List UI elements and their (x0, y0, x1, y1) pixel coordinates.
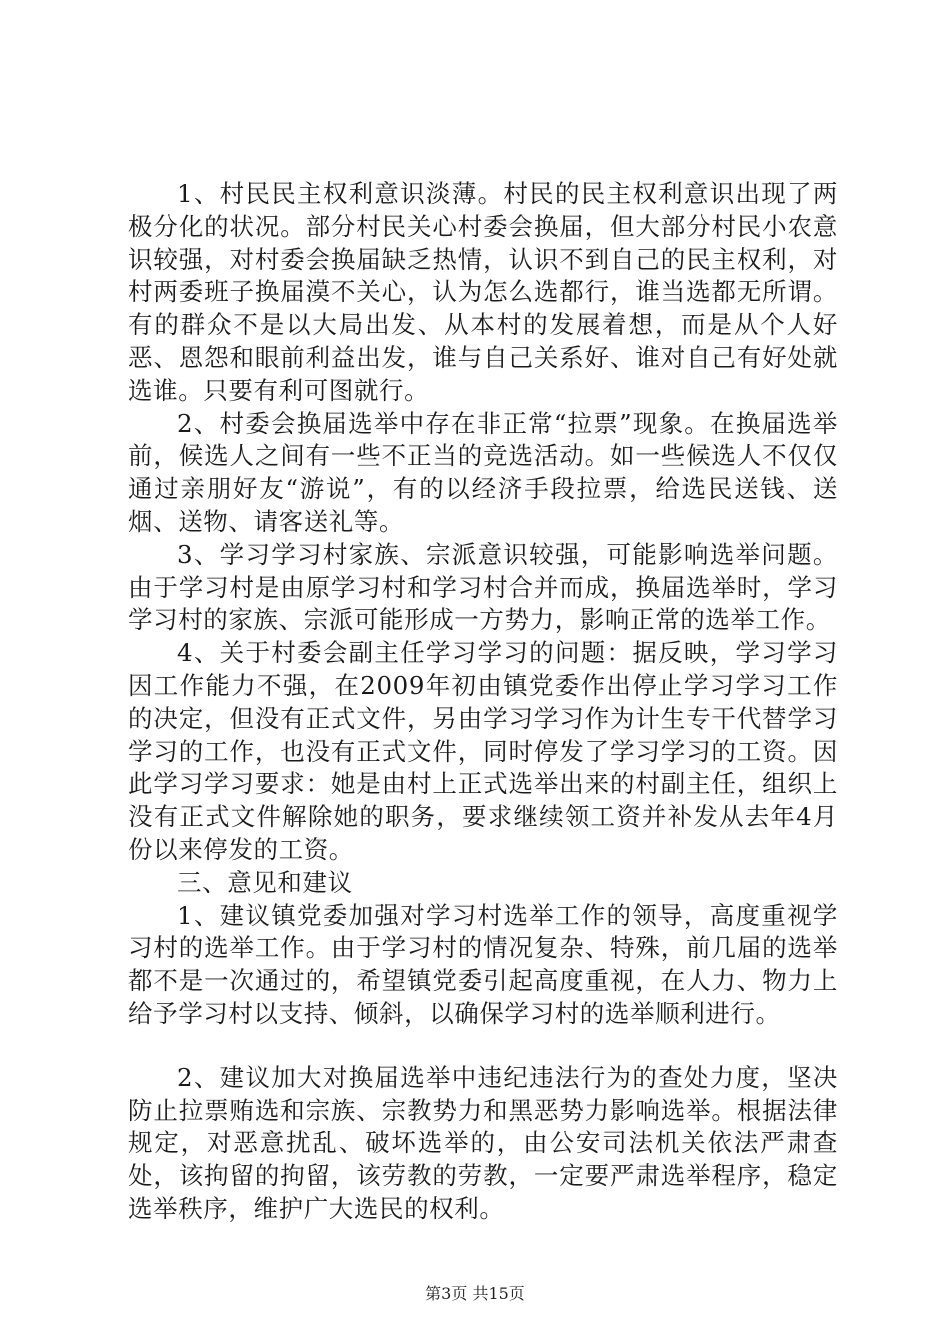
paragraph-deputy-director-issue: 4、关于村委会副主任学习学习的问题：据反映，学习学习因工作能力不强，在2009年初由镇党委作出停止学习学习工作的决定，但没有正式文件，另由学习学习作为计生专干代替学习学习的工作，也没有正式文件，同时停发了学习学习的工资。因此学习学习要求：她是由村上正式选举出来的村副主任，组织上没有正式文件解除她的职务，要求继续领工资并补发从去年4月份以来停发的工资。 (128, 638, 838, 864)
paragraph-suggestion-1: 1、建议镇党委加强对学习村选举工作的领导，高度重视学习村的选举工作。由于学习村的情况复杂、特殊，前几届的选举都不是一次通过的，希望镇党委引起高度重视，在人力、物力上给予学习村以支持、倾斜，以确保学习村的选举顺利进行。 (128, 900, 838, 1028)
document-body (128, 178, 838, 1226)
paragraph-suggestion-2: 2、建议加大对换届选举中违纪违法行为的查处力度，坚决防止拉票贿选和宗族、宗教势力和黑恶势力影响选举。根据法律规定，对恶意扰乱、破坏选举的，由公安司法机关依法严肃查处，该拘留的拘留，该劳教的劳教，一定要严肃选举程序，稳定选举秩序，维护广大选民的权利。 (128, 1062, 838, 1223)
paragraph-clan-factions: 3、学习学习村家族、宗派意识较强，可能影响选举问题。由于学习村是由原学习村和学习村合并而成，换届选举时，学习学习村的家族、宗派可能形成一方势力，影响正常的选举工作。 (128, 539, 838, 635)
paragraph-democratic-awareness: 1、村民民主权利意识淡薄。村民的民主权利意识出现了两极分化的状况。部分村民关心村委会换届，但大部分村民小农意识较强，对村委会换届缺乏热情，认识不到自己的民主权利，对村两委班子换届漠不关心，认为怎么选都行，谁当选都无所谓。有的群众不是以大局出发、从本村的发展着想，而是从个人好恶、恩怨和眼前利益出发，谁与自己关系好、谁对自己有好处就选谁。只要有利可图就行。 (128, 179, 838, 405)
paragraph-vote-canvassing: 2、村委会换届选举中存在非正常“拉票”现象。在换届选举前，候选人之间有一些不正当的竞选活动。如一些候选人不仅仅通过亲朋好友“游说”，有的以经济手段拉票，给选民送钱、送烟、送物、请客送礼等。 (128, 408, 838, 536)
section-heading-suggestions: 三、意见和建议 (177, 867, 353, 897)
page-number-footer: 第3页 共15页 (425, 1284, 525, 1303)
